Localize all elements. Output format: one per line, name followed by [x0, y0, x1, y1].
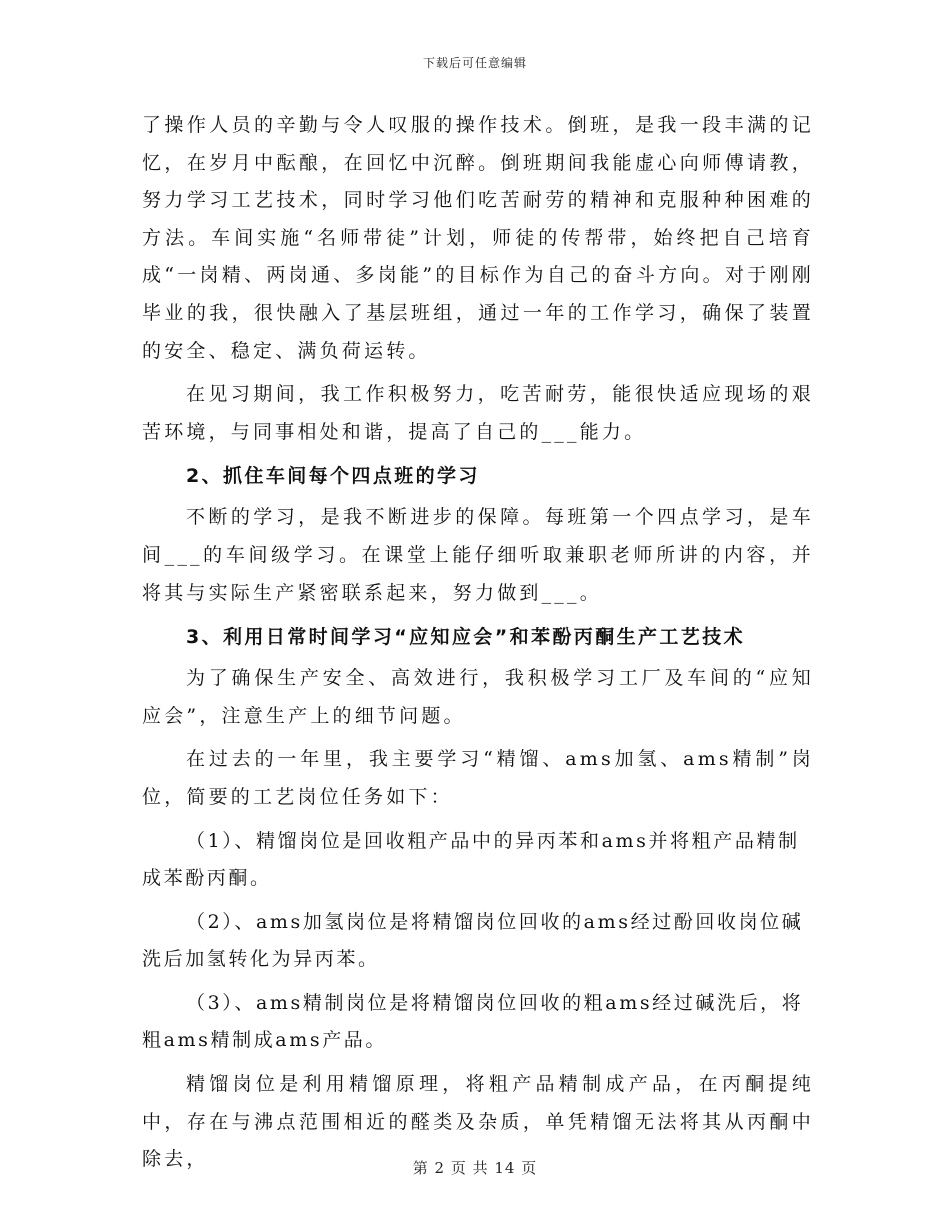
list-item-1: （1）、精馏岗位是回收粗产品中的异丙苯和ams并将粗产品精制成苯酚丙酮。 [142, 829, 800, 890]
paragraph-3: 不断的学习，是我不断进步的保障。每班第一个四点学习，是车间___的车间级学习。在课堂上能仔细听取兼职老师所讲的内容，并将其与实际生产紧密联系起来，努力做到___。 [142, 506, 814, 604]
paragraph-5: 在过去的一年里，我主要学习“精馏、ams加氢、ams精制”岗位，简要的工艺岗位任务如下： [142, 748, 814, 808]
page-header: 下载后可任意编辑 [422, 56, 527, 70]
document-body [142, 107, 814, 1185]
paragraph-4: 为了确保生产安全、高效进行，我积极学习工厂及车间的“应知应会”，注意生产上的细节问题。 [142, 667, 814, 727]
section-heading-3: 3、利用日常时间学习“应知应会”和苯酚丙酮生产工艺技术 [186, 626, 745, 649]
paragraph-6: 精馏岗位是利用精馏原理，将粗产品精制成产品，在丙酮提纯中，存在与沸点范围相近的醛类及杂质，单凭精馏无法将其从丙酮中除去， [142, 1073, 814, 1171]
list-item-3: （3）、ams精制岗位是将精馏岗位回收的粗ams经过碱洗后，将粗ams精制成ams产品。 [142, 991, 804, 1052]
paragraph-2: 在见习期间，我工作积极努力，吃苦耐劳，能很快适应现场的艰苦环境，与同事相处和谐，提高了自己的___能力。 [142, 383, 814, 443]
paragraph-1: 了操作人员的辛勤与令人叹服的操作技术。倒班，是我一段丰满的记忆，在岁月中酝酿，在回忆中沉醉。倒班期间我能虚心向师傅请教，努力学习工艺技术，同时学习他们吃苦耐劳的精神和克服种种困难的方法。车间实施“名师带徒”计划，师徒的传帮带，始终把自己培育成“一岗精、两岗通、多岗能”的目标作为自己的奋斗方向。对于刚刚毕业的我，很快融入了基层班组，通过一年的工作学习，确保了装置的安全、稳定、满负荷运转。 [142, 114, 814, 362]
section-heading-2: 2、抓住车间每个四点班的学习 [186, 465, 480, 488]
list-item-2: （2）、ams加氢岗位是将精馏岗位回收的ams经过酚回收岗位碱洗后加氢转化为异丙苯。 [142, 910, 804, 971]
page-footer: 第 2 页 共 14 页 [412, 1159, 538, 1177]
